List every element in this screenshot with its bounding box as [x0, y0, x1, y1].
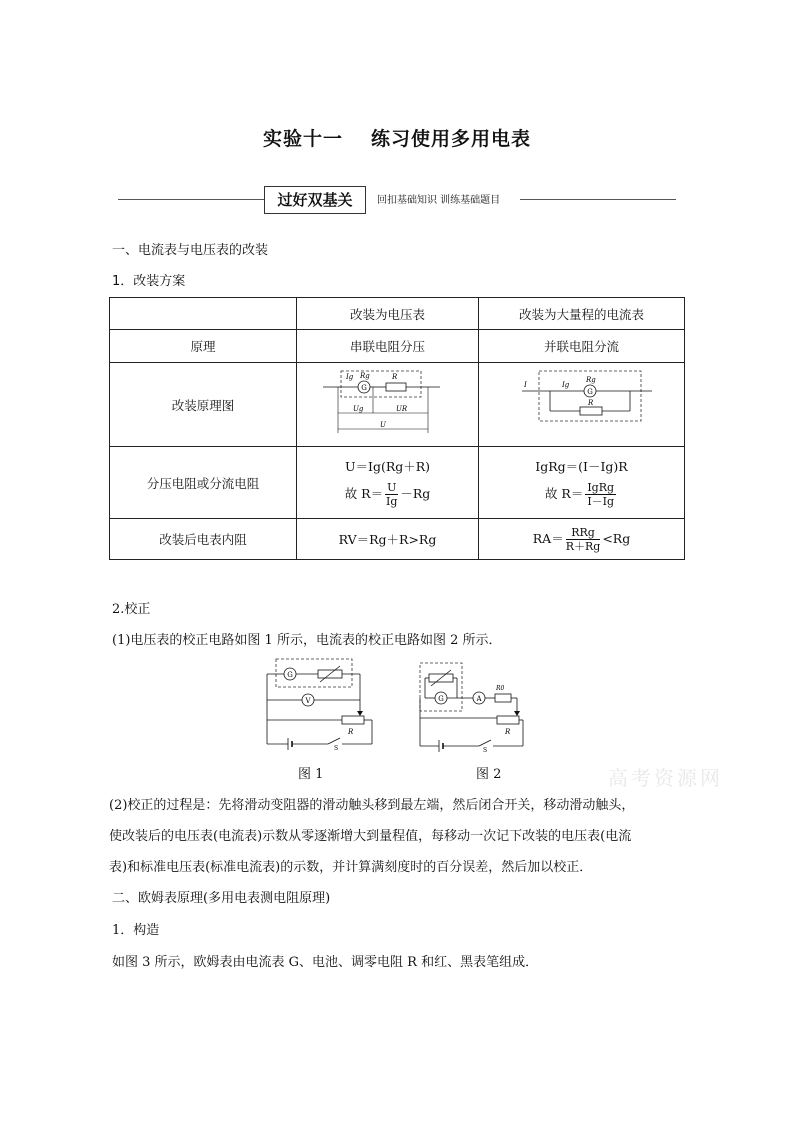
galvanometer-symbol-2: G: [586, 388, 593, 396]
voltmeter-resistor-formula: [297, 447, 479, 519]
voltmeter-diagram-cell: [297, 363, 479, 447]
table-corner: [110, 298, 297, 330]
row-internal-label: 改装后电表内阻: [110, 519, 297, 560]
label-u: U: [379, 421, 386, 429]
watermark: 高考资源网: [608, 766, 723, 790]
fig2-r: R: [505, 728, 511, 736]
label-r: R: [391, 373, 397, 381]
a-frac-den: I－Ig: [587, 495, 615, 508]
section3-item1: 1．构造: [112, 923, 160, 938]
section3-heading: 二、欧姆表原理(多用电表测电阻原理): [112, 891, 331, 906]
title-part2: 练习使用多用电表: [371, 128, 532, 150]
fig2-r0: R0: [496, 685, 505, 692]
v-eq2-prefix: 故 R＝: [344, 486, 384, 501]
label-r-2: R: [587, 399, 593, 407]
a-eq1: IgRg＝(I－Ig)R: [535, 459, 628, 474]
fig1-v: V: [305, 697, 311, 705]
label-rg-2: Rg: [585, 376, 596, 384]
label-ig-2: Ig: [561, 381, 569, 389]
row-principle-label: 原理: [110, 330, 297, 363]
figure2-caption: 图 2: [476, 767, 502, 782]
a-eq2-prefix: 故 R＝: [544, 486, 584, 501]
a-int-prefix: RA＝: [532, 530, 564, 546]
section3-p1: 如图 3 所示，欧姆表由电流表 G、电池、调零电阻 R 和红、黑表笔组成．: [112, 955, 539, 970]
p2-line1: (2)校正的过程是：先将滑动变阻器的滑动触头移到最左端，然后闭合开关，移动滑动触头，: [109, 798, 635, 813]
title-part1: 实验十一: [262, 128, 343, 150]
p2-line2: 使改装后的电压表(电流表)示数从零逐渐增大到量程值，每移动一次记下改装的电压表(电流: [109, 829, 632, 844]
fig2-s: S: [483, 747, 488, 752]
banner-line-right: [520, 199, 676, 200]
a-eq2: [479, 481, 684, 508]
v-frac-num: U: [387, 481, 397, 494]
v-eq2: [297, 481, 478, 508]
figure2-circuit: [417, 660, 527, 752]
p2-line3: 表)和标准电压表(标准电流表)的示数，并计算满刻度时的百分误差，然后加以校正．: [109, 860, 593, 875]
figure1-caption: 图 1: [298, 767, 324, 782]
galvanometer-symbol: G: [360, 384, 367, 392]
principle-voltmeter: 串联电阻分压: [297, 330, 479, 363]
page-title: [0, 124, 794, 151]
v-eq1: U＝Ig(Rg＋R): [344, 459, 431, 474]
ammeter-internal-value: [479, 519, 685, 560]
v-frac-den: Ig: [386, 495, 398, 508]
ammeter-circuit-diagram: [482, 363, 682, 443]
label-rg: Rg: [359, 372, 370, 380]
a-int-frac-num: RRg: [566, 526, 601, 540]
fig1-s: S: [334, 745, 339, 750]
voltmeter-circuit-diagram: [298, 363, 478, 443]
ammeter-resistor-formula: [479, 447, 685, 519]
header-voltmeter: 改装为电压表: [297, 298, 479, 330]
section1-item1: 1．改装方案: [112, 274, 186, 289]
fig2-a: A: [476, 695, 482, 703]
fig1-r: R: [348, 728, 354, 736]
label-ur: UR: [395, 405, 407, 413]
row-resistor-label: 分压电阻或分流电阻: [110, 447, 297, 519]
label-i: I: [523, 381, 527, 389]
a-int-frac-den: R＋Rg: [565, 539, 601, 553]
header-ammeter: 改装为大量程的电流表: [479, 298, 685, 330]
conversion-table: [109, 297, 685, 560]
banner-line-left: [118, 199, 264, 200]
section2-heading: 2.校正: [112, 602, 151, 617]
section2-p1: (1)电压表的校正电路如图 1 所示，电流表的校正电路如图 2 所示．: [112, 633, 502, 648]
row-diagram-label: 改装原理图: [110, 363, 297, 447]
principle-ammeter: 并联电阻分流: [479, 330, 685, 363]
label-ug: Ug: [352, 405, 363, 413]
section1-heading: 一、电流表与电压表的改装: [112, 243, 269, 258]
a-frac-num: IgRg: [587, 481, 615, 494]
figure1-circuit: [262, 656, 377, 750]
v-eq2-suffix: －Rg: [400, 486, 431, 501]
banner-label: 过好双基关: [264, 186, 366, 214]
fig2-g: G: [438, 695, 444, 703]
ammeter-diagram-cell: [479, 363, 685, 447]
section2-p2: [109, 790, 687, 883]
label-ig: Ig: [345, 373, 353, 381]
banner-subtitle: 回扣基础知识 训练基础题目: [377, 195, 501, 206]
a-int-suffix: <Rg: [602, 530, 631, 546]
voltmeter-internal-value: RV＝Rg＋R>Rg: [297, 519, 479, 560]
fig1-g: G: [287, 671, 293, 679]
